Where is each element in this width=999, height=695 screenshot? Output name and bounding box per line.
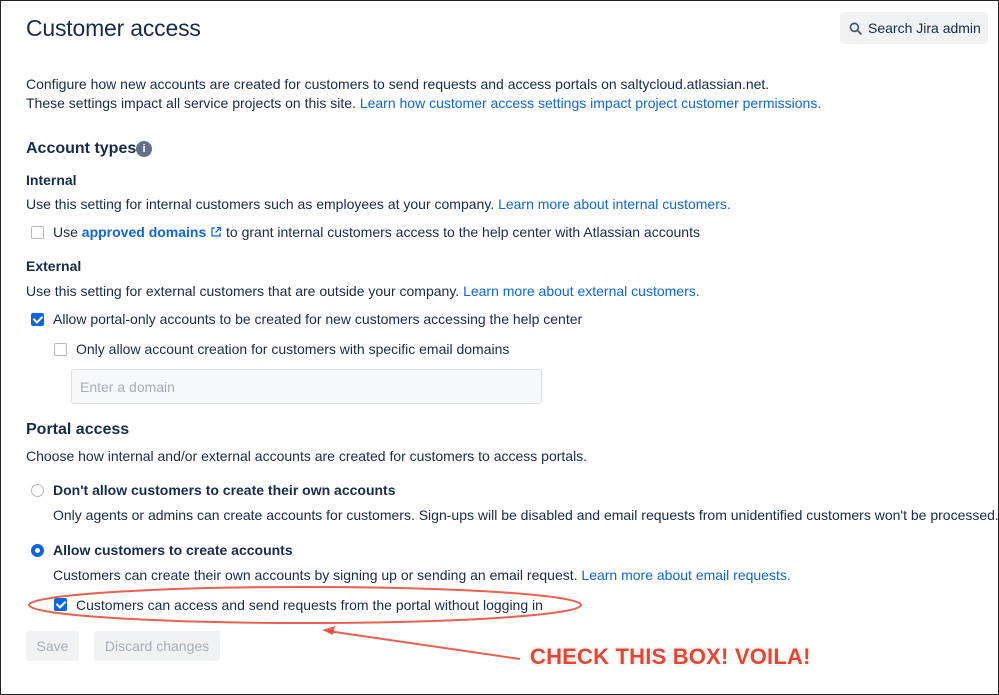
internal-heading: Internal: [26, 172, 77, 188]
approved-domains-link[interactable]: approved domains: [81, 224, 207, 240]
discard-changes-button[interactable]: Discard changes: [94, 631, 220, 661]
portal-access-description: Choose how internal and/or external accounts are created for customers to access portals.: [26, 448, 588, 464]
external-heading: External: [26, 258, 82, 274]
allow-accounts-description-text: Customers can create their own accounts by signing up or sending an email request.: [53, 567, 578, 583]
approved-domains-suffix: to grant internal customers access to the help center with Atlassian accounts: [226, 224, 700, 240]
page-title: Customer access: [26, 15, 201, 41]
external-description-text: Use this setting for external customers that are outside your company.: [26, 283, 460, 299]
internal-customers-link[interactable]: Learn more about internal customers.: [498, 196, 731, 212]
annotation-text: CHECK THIS BOX! VOILA!: [530, 644, 811, 669]
annotation-ellipse: [29, 587, 581, 623]
external-customers-link[interactable]: Learn more about external customers.: [463, 283, 700, 299]
specific-domains-label: Only allow account creation for customers with specific email domains: [76, 341, 510, 357]
portal-only-accounts-label: Allow portal-only accounts to be created for new customers accessing the help center: [53, 311, 583, 327]
disallow-accounts-label: Don't allow customers to create their own accounts: [53, 482, 396, 498]
anonymous-access-label: Customers can access and send requests from the portal without logging in: [76, 597, 543, 613]
annotation-arrow-line: [328, 631, 520, 659]
intro-line-2-text: These settings impact all service projects on this site.: [26, 95, 356, 111]
account-types-heading: Account types: [26, 140, 137, 157]
internal-description-text: Use this setting for internal customers such as employees at your company.: [26, 196, 495, 212]
portal-access-heading: Portal access: [26, 421, 130, 438]
save-button[interactable]: Save: [26, 631, 79, 661]
email-requests-link[interactable]: Learn more about email requests.: [581, 567, 791, 583]
disallow-accounts-description: Only agents or admins can create accounts for customers. Sign-ups will be disabled and email requests from unidentified customers won't be processed.: [53, 507, 999, 523]
annotation-arrow-head: [322, 626, 335, 635]
search-button-label: Search Jira admin: [868, 20, 981, 36]
info-icon[interactable]: i: [136, 141, 152, 157]
allow-accounts-label: Allow customers to create accounts: [53, 542, 293, 558]
intro-line-1: Configure how new accounts are created for customers to send requests and access portals on saltycloud.atlassian.net.: [26, 76, 770, 92]
customer-permissions-link[interactable]: Learn how customer access settings impact project customer permissions.: [359, 95, 822, 111]
approved-domains-prefix: Use: [53, 224, 78, 240]
